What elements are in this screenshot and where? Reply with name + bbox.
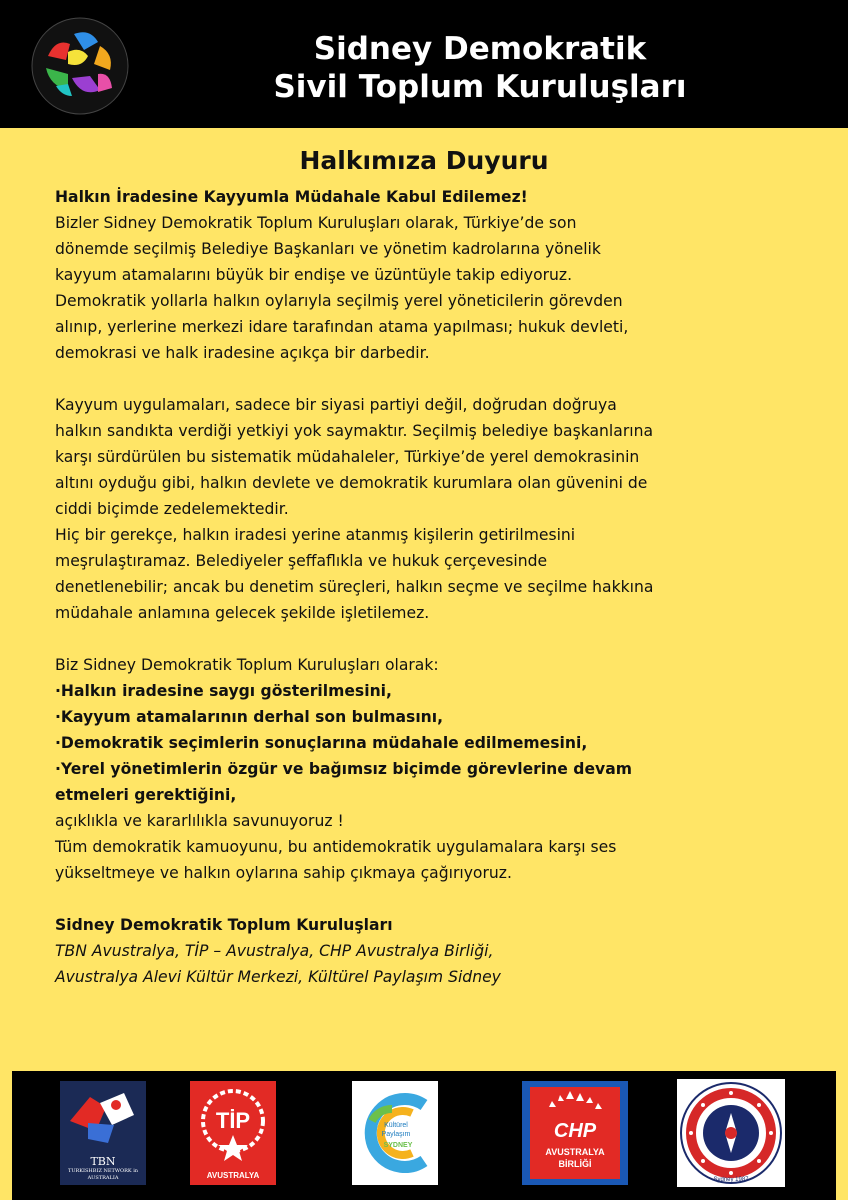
footer-logos	[12, 1071, 836, 1200]
demand-item: ·Yerel yönetimlerin özgür ve bağımsız biçimde görevlerine devam etmeleri gerektiğini,	[55, 760, 632, 804]
chp-subtitle-1: AVUSTRALYA	[545, 1147, 605, 1157]
kp-line-1: Kültürel	[384, 1122, 408, 1129]
paragraph-4: Biz Sidney Demokratik Toplum Kuruluşları olarak:	[55, 656, 439, 674]
chp-subtitle-2: BİRLİĞİ	[558, 1159, 592, 1169]
announcement-body	[55, 184, 815, 990]
demand-item: ·Demokratik seçimlerin sonuçlarına müdahale edilmemesini,	[55, 734, 588, 752]
paragraph-1: Bizler Sidney Demokratik Toplum Kuruluşları olarak, Türkiye’de son dönemde seçilmiş Belediye Başkanları ve yönetim kadrolarına yönelik kayyum atamalarını büyük bir endişe ve üzüntüyle takip ediyoruz. Demokratik yollarla halkın oylarıyla seçilmiş yerel yöneticilerin görevden alınıp, yerlerine merkezi idare tarafından atama yapılması; hukuk devleti, demokrasi ve halk iradesine açıkça bir darbedir.	[55, 214, 629, 362]
tip-logo-icon	[190, 1081, 276, 1185]
kulturel-paylasim-logo-icon	[352, 1081, 438, 1185]
paragraph-5: açıklıkla ve kararlılıkla savunuyoruz ! Tüm demokratik kamuoyunu, bu antidemokratik uygulamalara karşı ses yükseltmeye ve halkın oylarına sahip çıkmaya çağırıyoruz.	[55, 812, 617, 882]
demand-item: ·Kayyum atamalarının derhal son bulmasını,	[55, 708, 444, 726]
paragraph-3: Hiç bir gerekçe, halkın iradesi yerine atanmış kişilerin getirilmesini meşrulaştıramaz. Belediyeler şeffaflıkla ve hukuk çerçevesinde denetlenebilir; ancak bu denetim süreçleri, halkın seçme ve seçilme hakkına müdahale anlamına gelecek şekilde işletilemez.	[55, 526, 654, 622]
paragraph-2: Kayyum uygulamaları, sadece bir siyasi partiyi değil, doğrudan doğruya halkın sandıkta verdiği yetkiyi yok saymaktır. Seçilmiş belediye başkanlarına karşı sürdürülen bu sistematik müdahaleler, Türkiye’de yerel demokrasinin altını oyduğu gibi, halkın devlete ve demokratik kurumlara olan güvenini de ciddi biçimde zedelemektedir.	[55, 396, 654, 518]
organization-title	[150, 30, 810, 106]
tbn-subtitle: TURKISHBIZ NETWORK in AUSTRALIA	[67, 1168, 139, 1181]
alevi-kultur-merkezi-logo-icon	[677, 1079, 785, 1187]
kp-line-3: SYDNEY	[383, 1142, 413, 1149]
tip-subtitle: AVUSTRALYA	[206, 1171, 260, 1180]
hands-circle-logo-icon	[28, 16, 132, 116]
page-title: Halkımıza Duyuru	[299, 146, 549, 175]
member-organizations: TBN Avustralya, TİP – Avustralya, CHP Avustralya Birliği, Avustralya Alevi Kültür Merkezi, Kültürel Paylaşım Sidney	[55, 942, 501, 986]
tbn-logo-icon	[60, 1081, 146, 1185]
headline: Halkın İradesine Kayyumla Müdahale Kabul Edilemez!	[55, 188, 528, 206]
title-line-1: Sidney Demokratik	[313, 31, 647, 67]
header-bar	[0, 0, 848, 128]
kp-line-2: Paylaşım	[381, 1131, 411, 1138]
demand-item: ·Halkın iradesine saygı gösterilmesini,	[55, 682, 392, 700]
ak-year: Sydney 1987	[713, 1177, 749, 1183]
title-line-2: Sivil Toplum Kuruluşları	[273, 69, 687, 105]
tbn-name: TBN	[90, 1155, 116, 1168]
signature: Sidney Demokratik Toplum Kuruluşları	[55, 916, 393, 934]
chp-name: CHP	[553, 1120, 597, 1142]
chp-logo-icon	[522, 1081, 628, 1185]
tip-name: TİP	[215, 1108, 251, 1133]
